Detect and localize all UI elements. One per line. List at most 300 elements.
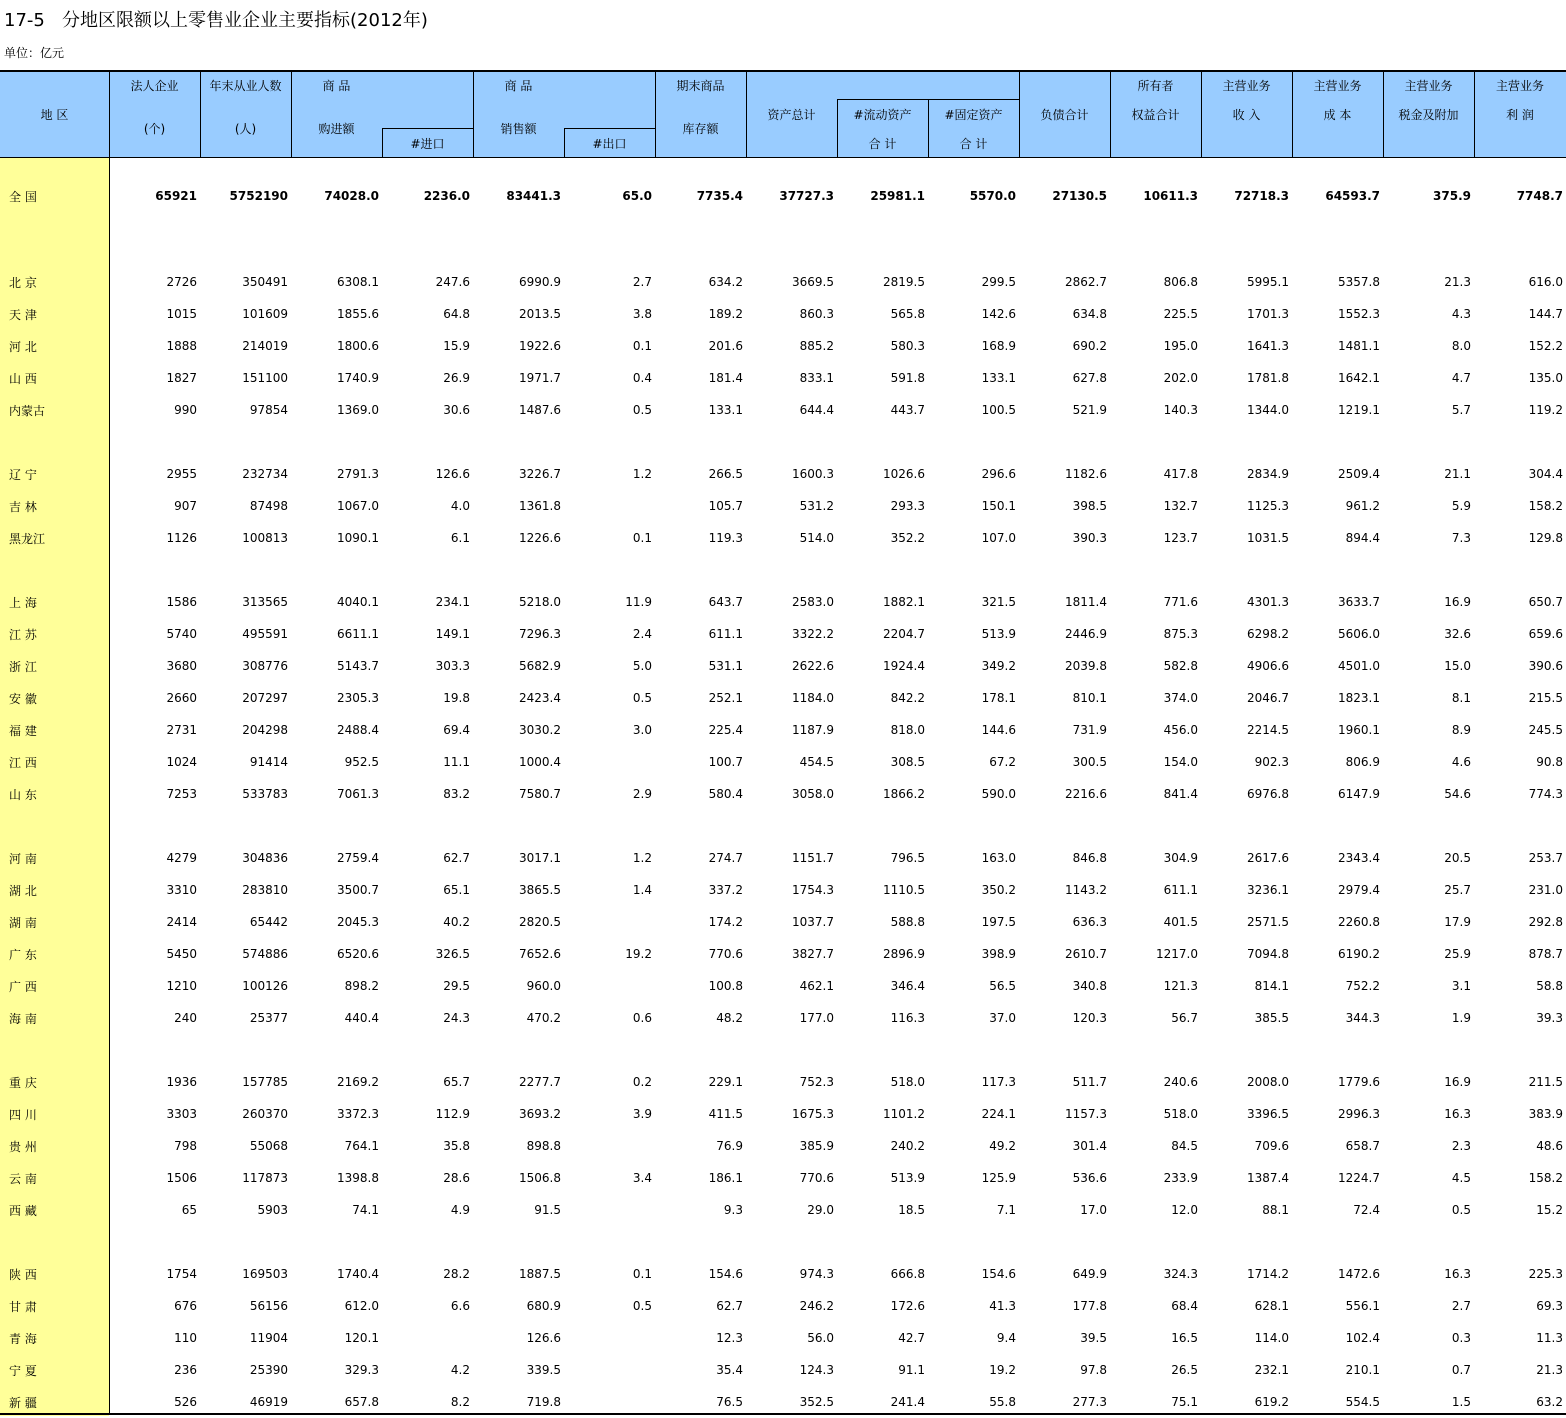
value-cell: 133.1 (708, 403, 743, 417)
value-cell: 12.0 (1171, 1203, 1198, 1217)
value-cell: 3236.1 (1247, 883, 1289, 897)
value-cell: 121.3 (1163, 979, 1198, 993)
value-cell: 1487.6 (519, 403, 561, 417)
table-row (0, 938, 1566, 970)
value-cell: 5740 (166, 627, 197, 641)
table-row (0, 1386, 1566, 1418)
value-cell: 29.0 (807, 1203, 834, 1217)
table-row (0, 1322, 1566, 1354)
value-cell: 952.5 (344, 755, 379, 769)
header-profit: 主营业务 (1495, 79, 1544, 93)
value-cell: 5.9 (1451, 499, 1471, 513)
value-cell: 719.8 (526, 1395, 561, 1409)
value-cell: 3500.7 (337, 883, 379, 897)
value-cell: 2277.7 (519, 1075, 561, 1089)
value-cell: 132.7 (1163, 499, 1198, 513)
value-cell: 3017.1 (519, 851, 561, 865)
value-cell: 35.8 (443, 1139, 470, 1153)
header-enterprises: 法人企业 (130, 79, 179, 93)
value-cell: 383.9 (1528, 1107, 1563, 1121)
value-cell: 1143.2 (1065, 883, 1107, 897)
value-cell: 152.2 (1528, 339, 1563, 353)
value-cell: 990 (174, 403, 197, 417)
value-cell: 2996.3 (1338, 1107, 1380, 1121)
value-cell: 4.5 (1451, 1171, 1471, 1185)
value-cell: 299.5 (981, 275, 1016, 289)
value-cell: 90.8 (1536, 755, 1563, 769)
spacer-row (0, 1034, 1566, 1066)
spacer-cell (0, 426, 1566, 458)
value-cell: 7.1 (996, 1203, 1016, 1217)
table-row (0, 1098, 1566, 1130)
value-cell: 241.4 (890, 1395, 925, 1409)
value-cell: 842.2 (890, 691, 925, 705)
value-cell: 591.8 (890, 371, 925, 385)
value-cell: 3865.5 (519, 883, 561, 897)
region-name: 辽 宁 (9, 467, 37, 482)
value-cell: 174.2 (708, 915, 743, 929)
value-cell: 21.3 (1444, 275, 1471, 289)
value-cell: 513.9 (981, 627, 1016, 641)
value-cell: 2791.3 (337, 467, 379, 481)
value-cell: 462.1 (799, 979, 834, 993)
value-cell: 2726 (166, 275, 197, 289)
value-cell: 5752190 (229, 189, 288, 203)
value-cell: 1641.3 (1247, 339, 1289, 353)
value-cell: 120.1 (344, 1331, 379, 1345)
value-cell: 100.7 (708, 755, 743, 769)
value-cell: 4.0 (450, 499, 470, 513)
value-cell: 2862.7 (1065, 275, 1107, 289)
value-cell (564, 1130, 655, 1162)
value-cell: 64593.7 (1325, 189, 1380, 203)
value-cell: 774.3 (1528, 787, 1563, 801)
value-cell: 149.1 (435, 627, 470, 641)
value-cell: 1219.1 (1338, 403, 1380, 417)
value-cell: 15.2 (1536, 1203, 1563, 1217)
value-cell: 4501.0 (1338, 659, 1380, 673)
region-name: 浙 江 (9, 659, 37, 674)
header-taxes: 主营业务 (1404, 79, 1453, 93)
value-cell: 1157.3 (1065, 1107, 1107, 1121)
region-name: 甘 肃 (9, 1299, 37, 1314)
value-cell: 1387.4 (1247, 1171, 1289, 1185)
value-cell: 1224.7 (1338, 1171, 1380, 1185)
value-cell: 39.3 (1536, 1011, 1563, 1025)
value-cell: 709.6 (1254, 1139, 1289, 1153)
value-cell: 8.9 (1451, 723, 1471, 737)
value-cell: 4301.3 (1247, 595, 1289, 609)
value-cell: 1827 (166, 371, 197, 385)
value-cell: 17.9 (1444, 915, 1471, 929)
value-cell: 1024 (166, 755, 197, 769)
value-cell: 154.0 (1163, 755, 1198, 769)
value-cell: 274.7 (708, 851, 743, 865)
value-cell: 3322.2 (792, 627, 834, 641)
value-cell: 627.8 (1072, 371, 1107, 385)
header-fixed-assets: #固定资产 (944, 108, 1003, 122)
value-cell: 1971.7 (519, 371, 561, 385)
value-cell: 1.9 (1451, 1011, 1471, 1025)
value-cell: 119.2 (1528, 403, 1563, 417)
value-cell: 1125.3 (1247, 499, 1289, 513)
value-cell: 340.8 (1072, 979, 1107, 993)
value-cell: 16.3 (1444, 1267, 1471, 1281)
value-cell: 68.4 (1171, 1299, 1198, 1313)
value-cell: 16.9 (1444, 595, 1471, 609)
value-cell: 24.3 (443, 1011, 470, 1025)
value-cell: 390.3 (1072, 531, 1107, 545)
value-cell: 344.3 (1345, 1011, 1380, 1025)
value-cell: 72718.3 (1234, 189, 1289, 203)
value-cell: 214019 (242, 339, 288, 353)
value-cell: 764.1 (344, 1139, 379, 1153)
value-cell: 11.1 (443, 755, 470, 769)
value-cell: 814.1 (1254, 979, 1289, 993)
value-cell: 582.8 (1163, 659, 1198, 673)
value-cell: 1740.4 (337, 1267, 379, 1281)
sub-header-rule-1 (382, 128, 473, 129)
region-name: 山 西 (9, 371, 37, 386)
value-cell: 650.7 (1528, 595, 1563, 609)
value-cell: 20.5 (1444, 851, 1471, 865)
value-cell: 2446.9 (1065, 627, 1107, 641)
region-name: 湖 南 (9, 915, 37, 930)
spacer-cell (0, 1226, 1566, 1258)
value-cell: 124.3 (799, 1363, 834, 1377)
value-cell: 3633.7 (1338, 595, 1380, 609)
value-cell: 110 (174, 1331, 197, 1345)
value-cell: 100813 (242, 531, 288, 545)
value-cell: 346.4 (890, 979, 925, 993)
value-cell (564, 1194, 655, 1226)
value-cell: 25.7 (1444, 883, 1471, 897)
value-cell: 16.3 (1444, 1107, 1471, 1121)
value-cell: 172.6 (890, 1299, 925, 1313)
value-cell: 1037.7 (792, 915, 834, 929)
header-total-assets: 资产总计 (767, 108, 816, 122)
value-cell: 619.2 (1254, 1395, 1289, 1409)
value-cell: 7253 (166, 787, 197, 801)
region-name: 江 西 (9, 755, 37, 770)
table-row (0, 362, 1566, 394)
value-cell: 1887.5 (519, 1267, 561, 1281)
value-cell: 611.1 (1163, 883, 1198, 897)
value-cell: 770.6 (708, 947, 743, 961)
value-cell: 125.9 (981, 1171, 1016, 1185)
value-cell: 2622.6 (792, 659, 834, 673)
value-cell: 907 (174, 499, 197, 513)
value-cell: 385.9 (799, 1139, 834, 1153)
header-employees: 年末从业人数 (209, 79, 282, 93)
value-cell: 56156 (249, 1299, 288, 1313)
value-cell: 65.1 (443, 883, 470, 897)
value-cell: 3226.7 (519, 467, 561, 481)
value-cell: 324.3 (1163, 1267, 1198, 1281)
value-cell: 1151.7 (792, 851, 834, 865)
value-cell: 1811.4 (1065, 595, 1107, 609)
value-cell: 1398.8 (337, 1171, 379, 1185)
value-cell: 65.7 (443, 1075, 470, 1089)
value-cell: 690.2 (1072, 339, 1107, 353)
value-cell: 1866.2 (883, 787, 925, 801)
value-cell: 898.8 (526, 1139, 561, 1153)
value-cell: 225.5 (1163, 307, 1198, 321)
value-cell: 240 (174, 1011, 197, 1025)
value-cell: 158.2 (1528, 1171, 1563, 1185)
table-row (0, 586, 1566, 618)
value-cell: 2260.8 (1338, 915, 1380, 929)
value-cell: 142.6 (981, 307, 1016, 321)
value-cell: 643.7 (708, 595, 743, 609)
value-cell (564, 906, 655, 938)
value-cell: 1126 (166, 531, 197, 545)
value-cell: 1015 (166, 307, 197, 321)
value-cell: 752.2 (1345, 979, 1380, 993)
value-cell: 11.9 (625, 595, 652, 609)
value-cell: 15.0 (1444, 659, 1471, 673)
value-cell: 3396.5 (1247, 1107, 1289, 1121)
value-cell: 277.3 (1072, 1395, 1107, 1409)
value-cell: 25981.1 (870, 189, 925, 203)
value-cell: 511.7 (1072, 1075, 1107, 1089)
value-cell: 232.1 (1254, 1363, 1289, 1377)
value-cell: 91.5 (534, 1203, 561, 1217)
value-cell: 2610.7 (1065, 947, 1107, 961)
value-cell: 7735.4 (696, 189, 743, 203)
value-cell: 4.9 (450, 1203, 470, 1217)
value-cell: 1210 (166, 979, 197, 993)
value-cell: 456.0 (1163, 723, 1198, 737)
value-cell: 5357.8 (1338, 275, 1380, 289)
value-cell: 210.1 (1345, 1363, 1380, 1377)
value-cell: 144.7 (1528, 307, 1563, 321)
value-cell: 117873 (242, 1171, 288, 1185)
header-cost-sub: 成 本 (1323, 108, 1352, 122)
region-name: 云 南 (9, 1171, 37, 1186)
value-cell: 126.6 (435, 467, 470, 481)
value-cell: 860.3 (799, 307, 834, 321)
value-cell: 2414 (166, 915, 197, 929)
region-name: 宁 夏 (9, 1363, 37, 1378)
value-cell: 26.5 (1171, 1363, 1198, 1377)
unit-label: 单位：亿元 (4, 46, 65, 60)
value-cell: 470.2 (526, 1011, 561, 1025)
value-cell: 1031.5 (1247, 531, 1289, 545)
value-cell: 398.9 (981, 947, 1016, 961)
header-exports: #出口 (592, 137, 627, 151)
value-cell: 2896.9 (883, 947, 925, 961)
value-cell: 0.4 (632, 371, 652, 385)
value-cell: 2039.8 (1065, 659, 1107, 673)
value-cell: 6976.8 (1247, 787, 1289, 801)
table-row (0, 1290, 1566, 1322)
value-cell: 3030.2 (519, 723, 561, 737)
region-name: 北 京 (9, 275, 37, 290)
value-cell: 25.9 (1444, 947, 1471, 961)
table-row (0, 778, 1566, 810)
value-cell: 352.5 (799, 1395, 834, 1409)
value-cell: 634.2 (708, 275, 743, 289)
value-cell: 72.4 (1353, 1203, 1380, 1217)
value-cell: 12.3 (716, 1331, 743, 1345)
value-cell: 28.2 (443, 1267, 470, 1281)
value-cell: 154.6 (981, 1267, 1016, 1281)
value-cell: 5218.0 (519, 595, 561, 609)
value-cell: 7.3 (1451, 531, 1471, 545)
region-name: 四 川 (9, 1107, 37, 1122)
value-cell: 3.4 (632, 1171, 652, 1185)
header-current-assets-sub: 合 计 (868, 137, 897, 151)
region-name: 湖 北 (9, 883, 37, 898)
value-cell: 65.0 (622, 189, 652, 203)
value-cell: 2305.3 (337, 691, 379, 705)
value-cell: 6520.6 (337, 947, 379, 961)
value-cell (564, 490, 655, 522)
value-cell: 1936 (166, 1075, 197, 1089)
value-cell: 58.8 (1536, 979, 1563, 993)
value-cell: 898.2 (344, 979, 379, 993)
value-cell: 97854 (249, 403, 288, 417)
table-row (0, 330, 1566, 362)
value-cell: 1781.8 (1247, 371, 1289, 385)
value-cell: 531.1 (708, 659, 743, 673)
value-cell: 1000.4 (519, 755, 561, 769)
value-cell: 612.0 (344, 1299, 379, 1313)
value-cell: 100.5 (981, 403, 1016, 417)
value-cell: 0.6 (632, 1011, 652, 1025)
value-cell: 189.2 (708, 307, 743, 321)
header-inventory: 期末商品 (676, 79, 725, 93)
value-cell: 87498 (249, 499, 288, 513)
value-cell: 1187.9 (792, 723, 834, 737)
value-cell: 5570.0 (969, 189, 1016, 203)
value-cell: 806.8 (1163, 275, 1198, 289)
value-cell: 634.8 (1072, 307, 1107, 321)
value-cell (382, 1322, 473, 1354)
value-cell: 100.8 (708, 979, 743, 993)
value-cell: 4040.1 (337, 595, 379, 609)
value-cell: 2423.4 (519, 691, 561, 705)
table-row (0, 522, 1566, 554)
value-cell: 211.5 (1528, 1075, 1563, 1089)
table-row (0, 842, 1566, 874)
region-name: 贵 州 (9, 1139, 37, 1154)
value-cell: 308776 (242, 659, 288, 673)
value-cell: 1067.0 (337, 499, 379, 513)
header-inventory-sub: 库存额 (682, 122, 719, 136)
value-cell: 5606.0 (1338, 627, 1380, 641)
value-cell: 659.6 (1528, 627, 1563, 641)
table-row (0, 1066, 1566, 1098)
value-cell: 19.2 (625, 947, 652, 961)
value-cell: 126.6 (526, 1331, 561, 1345)
region-name: 广 西 (9, 979, 37, 994)
value-cell: 2.3 (1451, 1139, 1471, 1153)
value-cell: 300.5 (1072, 755, 1107, 769)
value-cell: 69.4 (443, 723, 470, 737)
table-row (0, 266, 1566, 298)
value-cell: 960.0 (526, 979, 561, 993)
value-cell: 2834.9 (1247, 467, 1289, 481)
value-cell: 42.7 (898, 1331, 925, 1345)
value-cell: 15.9 (443, 339, 470, 353)
value-cell: 1472.6 (1338, 1267, 1380, 1281)
region-name: 新 疆 (9, 1395, 37, 1410)
value-cell: 157785 (242, 1075, 288, 1089)
value-cell: 54.6 (1444, 787, 1471, 801)
value-cell: 676 (174, 1299, 197, 1313)
value-cell: 398.5 (1072, 499, 1107, 513)
value-cell: 233.9 (1163, 1171, 1198, 1185)
value-cell: 292.8 (1528, 915, 1563, 929)
value-cell: 46919 (249, 1395, 288, 1409)
value-cell: 25390 (249, 1363, 288, 1377)
spacer-row (0, 810, 1566, 842)
value-cell: 3372.3 (337, 1107, 379, 1121)
value-cell: 833.1 (799, 371, 834, 385)
header-liabilities: 负债合计 (1040, 108, 1089, 122)
value-cell: 3.8 (632, 307, 652, 321)
value-cell: 2214.5 (1247, 723, 1289, 737)
value-cell: 2045.3 (337, 915, 379, 929)
value-cell: 875.3 (1163, 627, 1198, 641)
value-cell: 0.1 (632, 531, 652, 545)
value-cell: 177.8 (1072, 1299, 1107, 1313)
value-cell: 225.3 (1528, 1267, 1563, 1281)
value-cell: 495591 (242, 627, 288, 641)
value-cell: 29.5 (443, 979, 470, 993)
spacer-row (0, 1226, 1566, 1258)
value-cell: 590.0 (981, 787, 1016, 801)
value-cell: 3.1 (1451, 979, 1471, 993)
value-cell: 37.0 (989, 1011, 1016, 1025)
spacer-row (0, 426, 1566, 458)
value-cell: 144.6 (981, 723, 1016, 737)
value-cell: 26.9 (443, 371, 470, 385)
table-row (0, 650, 1566, 682)
value-cell: 2979.4 (1338, 883, 1380, 897)
value-cell: 83441.3 (506, 189, 561, 203)
value-cell: 5.0 (632, 659, 652, 673)
value-cell: 304.9 (1163, 851, 1198, 865)
value-cell: 1.5 (1451, 1395, 1471, 1409)
value-cell: 158.2 (1528, 499, 1563, 513)
region-name: 天 津 (9, 307, 37, 322)
value-cell: 63.2 (1536, 1395, 1563, 1409)
value-cell: 1714.2 (1247, 1267, 1289, 1281)
value-cell: 3.9 (632, 1107, 652, 1121)
value-cell: 5.7 (1451, 403, 1471, 417)
value-cell (564, 1386, 655, 1418)
value-cell: 554.5 (1345, 1395, 1380, 1409)
value-cell: 6298.2 (1247, 627, 1289, 641)
value-cell: 7748.7 (1516, 189, 1563, 203)
value-cell: 252.1 (708, 691, 743, 705)
header-sales: 商 品 (504, 79, 533, 93)
value-cell: 266.5 (708, 467, 743, 481)
value-cell: 62.7 (716, 1299, 743, 1313)
value-cell: 321.5 (981, 595, 1016, 609)
value-cell: 65921 (155, 189, 197, 203)
value-cell: 1740.9 (337, 371, 379, 385)
value-cell: 178.1 (981, 691, 1016, 705)
value-cell: 169503 (242, 1267, 288, 1281)
value-cell: 65442 (249, 915, 288, 929)
value-cell: 112.9 (435, 1107, 470, 1121)
value-cell: 4279 (166, 851, 197, 865)
table-row (0, 490, 1566, 522)
